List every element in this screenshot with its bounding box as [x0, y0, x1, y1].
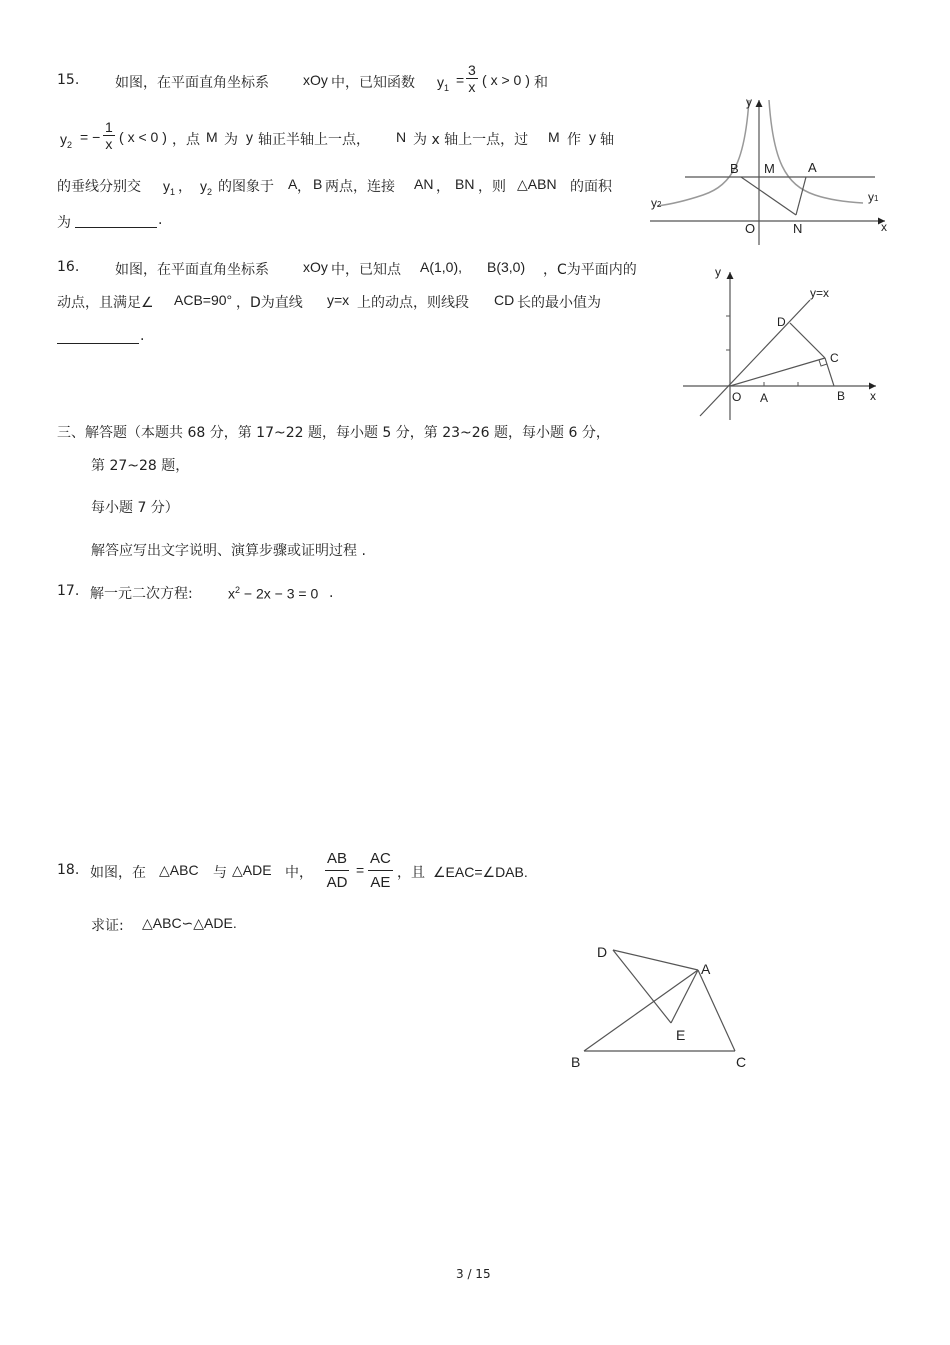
fig16-line-yeqx: [700, 300, 810, 416]
fig16-label-C: C: [830, 351, 839, 365]
q15-line3-A: A: [288, 176, 298, 192]
q15-N: N: [396, 129, 407, 145]
fig15-label-A: A: [808, 160, 817, 175]
figure-15: [645, 90, 895, 250]
q15-y2: $y_2$: [60, 131, 73, 150]
q15-eq: =: [456, 72, 465, 88]
fig15-label-x: x: [881, 220, 887, 234]
fig18-segment-EA: [671, 970, 698, 1023]
q18-fraction-AB-AD: $\frac{AB}{AD}$: [326, 850, 348, 891]
q16-line2-b: ，D为直线: [236, 295, 303, 311]
q15-line3-y1: $y_1$: [163, 178, 176, 197]
q16-text-b: 中，已知点: [331, 262, 401, 278]
q16-yeqx: y=x: [327, 292, 350, 308]
q17-end: .: [329, 585, 334, 601]
fig16-segment-DC: [790, 323, 825, 358]
q15-y-axis: y: [246, 129, 253, 145]
q18-number: 18.: [57, 862, 80, 878]
section-3-title: 三、解答题（本题共 68 分，第 17~22 题，每小题 5 分，第 23~26 题，每小题 6 分，: [57, 425, 610, 441]
q15-line3-AN: AN: [414, 176, 434, 192]
q15-y1: $y_1$: [437, 74, 450, 93]
fig15-label-y2: y2: [651, 196, 662, 210]
q16-point-B: B(3,0): [487, 259, 526, 275]
q16-angle: ACB=90°: [174, 292, 233, 308]
q17-equation: $x^2 - 2x - 3 = 0$: [228, 585, 319, 602]
q15-text-d: 为: [224, 132, 238, 148]
q18-prove-label: 求证:: [91, 918, 124, 934]
q16-line2-c: 上的动点，则线段: [357, 295, 469, 311]
q18-text-a: 如图，在: [90, 865, 146, 881]
fig18-segment-DE: [613, 950, 671, 1023]
fig18-label-C: C: [736, 1054, 747, 1070]
fig18-label-A: A: [701, 961, 711, 977]
q15-eq2: = −: [80, 129, 101, 145]
q15-and: 和: [534, 75, 548, 91]
q15-text-h: 轴: [600, 132, 614, 148]
q15-number: 15.: [57, 72, 80, 88]
q15-text-e: 轴正半轴上一点，: [258, 132, 370, 148]
q15-line3-c: 两点，连接: [325, 179, 395, 195]
q18-fraction-AC-AE: $\frac{AC}{AE}$: [370, 850, 391, 891]
fig15-label-B: B: [730, 161, 739, 176]
q15-line3-B: B: [313, 176, 323, 192]
fig18-label-E: E: [676, 1027, 686, 1043]
q15-text-b: 中，已知函数: [331, 75, 415, 91]
q16-line3-end: .: [140, 328, 145, 344]
q15-line4-end: .: [158, 212, 163, 228]
q18-prove: △ABC∽△ADE.: [142, 915, 237, 931]
q15-M: M: [206, 129, 218, 145]
fig16-label-x: x: [870, 389, 876, 403]
fig15-segment-AN: [796, 177, 806, 215]
q15-line3-b: 的图象于: [218, 179, 274, 195]
q15-text-f: 为 x 轴上一点，过: [413, 132, 529, 148]
q15-text-c: ，点: [172, 132, 200, 148]
q18-tri-ABC: △ABC: [159, 862, 199, 878]
fig15-label-y1: y1: [868, 190, 879, 204]
q18-text-d: ，且: [397, 865, 425, 881]
q15-line4: 为: [57, 215, 71, 231]
q15-y-axis-2: y: [589, 129, 596, 145]
fig16-label-A: A: [760, 391, 769, 405]
fig16-label-yeqx: y=x: [810, 286, 830, 300]
fig18-label-D: D: [597, 944, 608, 960]
q18-eq: =: [356, 862, 365, 878]
section-3-line4: 解答应写出文字说明、演算步骤或证明过程 .: [91, 543, 366, 559]
fig16-label-D: D: [777, 315, 786, 329]
fig18-segment-AC: [698, 970, 735, 1051]
fig18-label-B: B: [571, 1054, 581, 1070]
q16-text-c: ，C为平面内的: [543, 262, 637, 278]
q17-text: 解一元二次方程:: [90, 586, 193, 602]
page-number: 3 / 15: [456, 1267, 491, 1281]
fig15-label-N: N: [793, 221, 803, 236]
fig16-label-y: y: [715, 265, 721, 279]
fig15-label-y: y: [746, 95, 752, 109]
fig16-label-O: O: [732, 390, 742, 404]
q15-M2: M: [548, 129, 560, 145]
fig16-segment-OC: [730, 358, 825, 386]
q16-text-a: 如图，在平面直角坐标系: [115, 262, 269, 278]
q18-angles: ∠EAC=∠DAB.: [433, 864, 528, 880]
fig15-label-M: M: [764, 161, 775, 176]
q15-condition-2: ( x < 0 ): [119, 129, 167, 145]
q15-answer-blank[interactable]: [75, 227, 157, 228]
q15-text-a: 如图，在平面直角坐标系: [115, 75, 269, 91]
q16-line2-d: 长的最小值为: [517, 295, 601, 311]
q18-tri-ADE: △ADE: [232, 862, 272, 878]
section-3-line3: 每小题 7 分）: [91, 500, 179, 516]
fig15-segment-BN: [741, 177, 796, 215]
q16-point-A: A(1,0),: [420, 259, 463, 275]
q18-text-b: 与: [213, 865, 227, 881]
fig15-curve-y2: [657, 100, 749, 206]
q15-line3-a: 的垂线分别交: [57, 179, 141, 195]
q16-number: 16.: [57, 259, 80, 275]
q17-number: 17.: [57, 583, 80, 599]
q15-fraction-1: $\frac{3}{x}$: [468, 62, 476, 95]
q18-text-c: 中，: [285, 865, 313, 881]
q15-line3-tri: △ABN: [517, 176, 557, 192]
figure-16: [680, 262, 890, 422]
q15-fraction-2: $\frac{1}{x}$: [105, 119, 113, 152]
q15-line3-y2: $y_2$: [200, 178, 213, 197]
q16-CD: CD: [494, 292, 515, 308]
q15-text-g: 作: [567, 132, 581, 148]
q16-line2-a: 动点，且满足∠: [57, 295, 154, 311]
figure-18: [560, 935, 770, 1085]
q15-line3-comma2: ，: [297, 179, 311, 195]
fig16-label-B: B: [837, 389, 846, 403]
q15-line3-d: ，则: [478, 179, 506, 195]
q15-line3-comma3: ，: [436, 179, 450, 195]
q15-line3-BN: BN: [455, 176, 475, 192]
section-3-line2: 第 27~28 题，: [91, 458, 190, 474]
q15-condition-1: ( x > 0 ): [482, 72, 530, 88]
q15-xoy: xOy: [303, 72, 328, 88]
fig15-curve-y1: [769, 100, 863, 203]
fig15-label-O: O: [745, 221, 756, 236]
q16-answer-blank[interactable]: [57, 343, 139, 344]
q15-line3-comma: ，: [178, 179, 192, 195]
q15-line3-e: 的面积: [570, 179, 612, 195]
q16-xoy: xOy: [303, 259, 328, 275]
